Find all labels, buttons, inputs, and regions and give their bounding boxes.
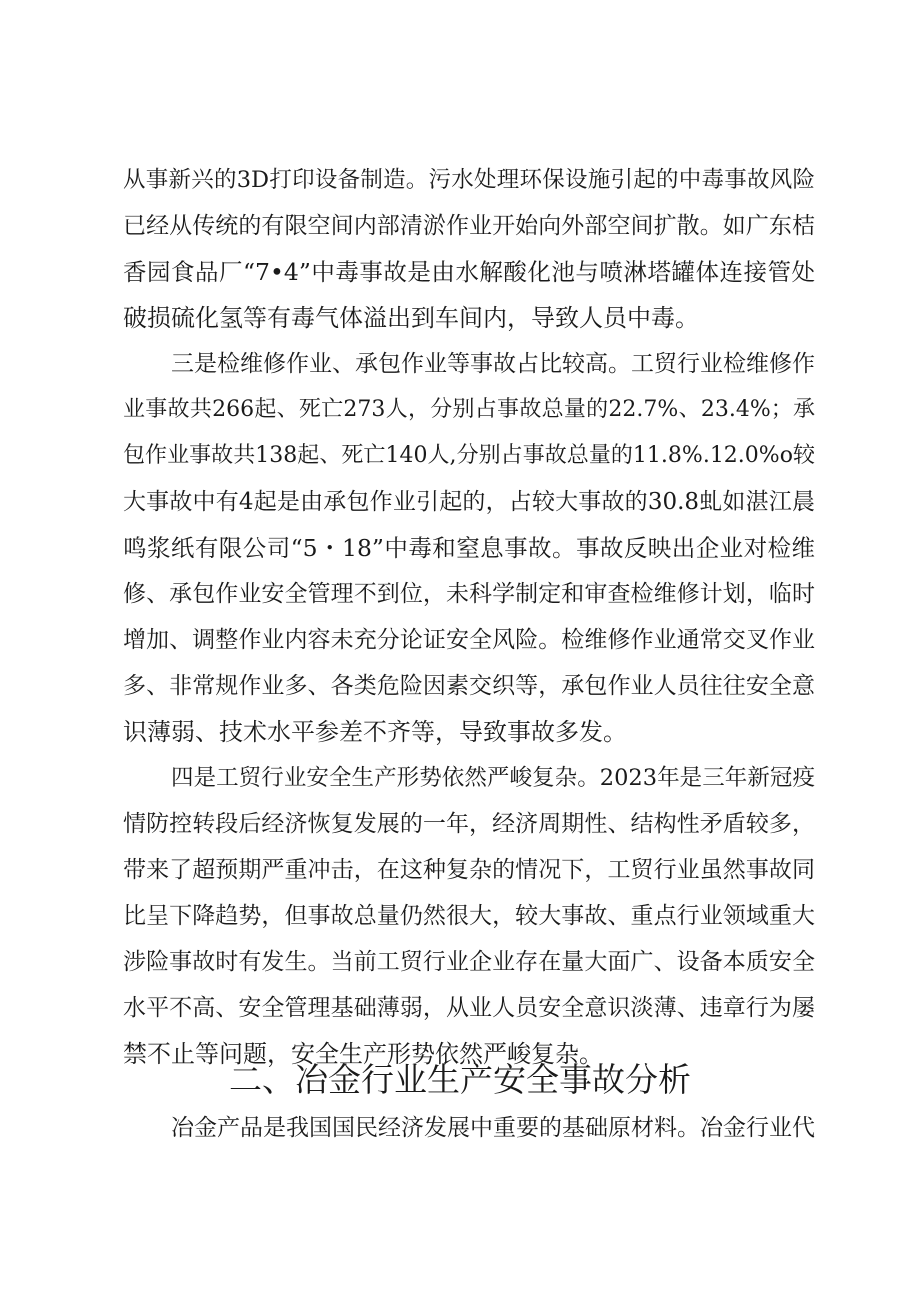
text-line: 涉险事故时有发生。当前工贸行业企业存在量大面广、设备本质安全 — [123, 949, 815, 975]
text-line: 破损硫化氢等有毒气体溢出到车间内，导致人员中毒。 — [123, 304, 699, 332]
text-line: 已经从传统的有限空间内部清淤作业开始向外部空间扩散。如广东桔 — [123, 213, 815, 239]
text-line: 识薄弱、技术水平参差不齐等，导致事故多发。 — [123, 718, 627, 746]
text-line: 禁不止等问题，安全生产形势依然严峻复杂。 — [123, 1040, 603, 1068]
paragraph-safety-situation — [123, 755, 815, 1077]
text-line: 三是检维修作业、承包作业等事故占比较高。工贸行业检维修作 — [171, 351, 815, 377]
text-line: 修、承包作业安全管理不到位，未科学制定和审查检维修计划，临时 — [123, 581, 815, 607]
text-line: 包作业事故共138起、死亡140人,分别占事故总量的11.8%.12.0%o较 — [123, 443, 815, 468]
text-line: 业事故共266起、死亡273人，分别占事故总量的22.7%、23.4%；承 — [123, 397, 815, 422]
text-line: 大事故中有4起是由承包作业引起的，占较大事故的30.8虬如湛江晨 — [123, 489, 815, 515]
text-line: 增加、调整作业内容未充分论证安全风险。检维修作业通常交叉作业 — [123, 627, 815, 653]
paragraph-metallurgy-intro — [123, 1105, 815, 1151]
text-line: 比呈下降趋势，但事故总量仍然很大，较大事故、重点行业领域重大 — [123, 903, 815, 929]
text-line: 从事新兴的3D打印设备制造。污水处理环保设施引起的中毒事故风险 — [123, 167, 815, 193]
text-line: 冶金产品是我国国民经济发展中重要的基础原材料。冶金行业代 — [171, 1115, 815, 1141]
text-line: 多、非常规作业多、各类危险因素交织等，承包作业人员往往安全意 — [123, 673, 815, 699]
text-line: 香园食品厂“7•4”中毒事故是由水解酸化池与喷淋塔罐体连接管处 — [123, 258, 815, 286]
text-line: 鸣浆纸有限公司“5・18”中毒和窒息事故。事故反映出企业对检维 — [123, 534, 815, 562]
paragraph-continuation — [123, 157, 815, 341]
text-line: 水平不高、安全管理基础薄弱，从业人员安全意识淡薄、违章行为屡 — [123, 995, 815, 1021]
text-line: 带来了超预期严重冲击，在这种复杂的情况下，工贸行业虽然事故同 — [123, 857, 815, 883]
text-line: 四是工贸行业安全生产形势依然严峻复杂。2023年是三年新冠疫 — [171, 765, 815, 791]
section-heading: 二、冶金行业生产安全事故分析 — [229, 1060, 691, 1099]
paragraph-maintenance-contracting — [123, 341, 815, 755]
text-line: 情防控转段后经济恢复发展的一年，经济周期性、结构性矛盾较多， — [123, 811, 815, 837]
